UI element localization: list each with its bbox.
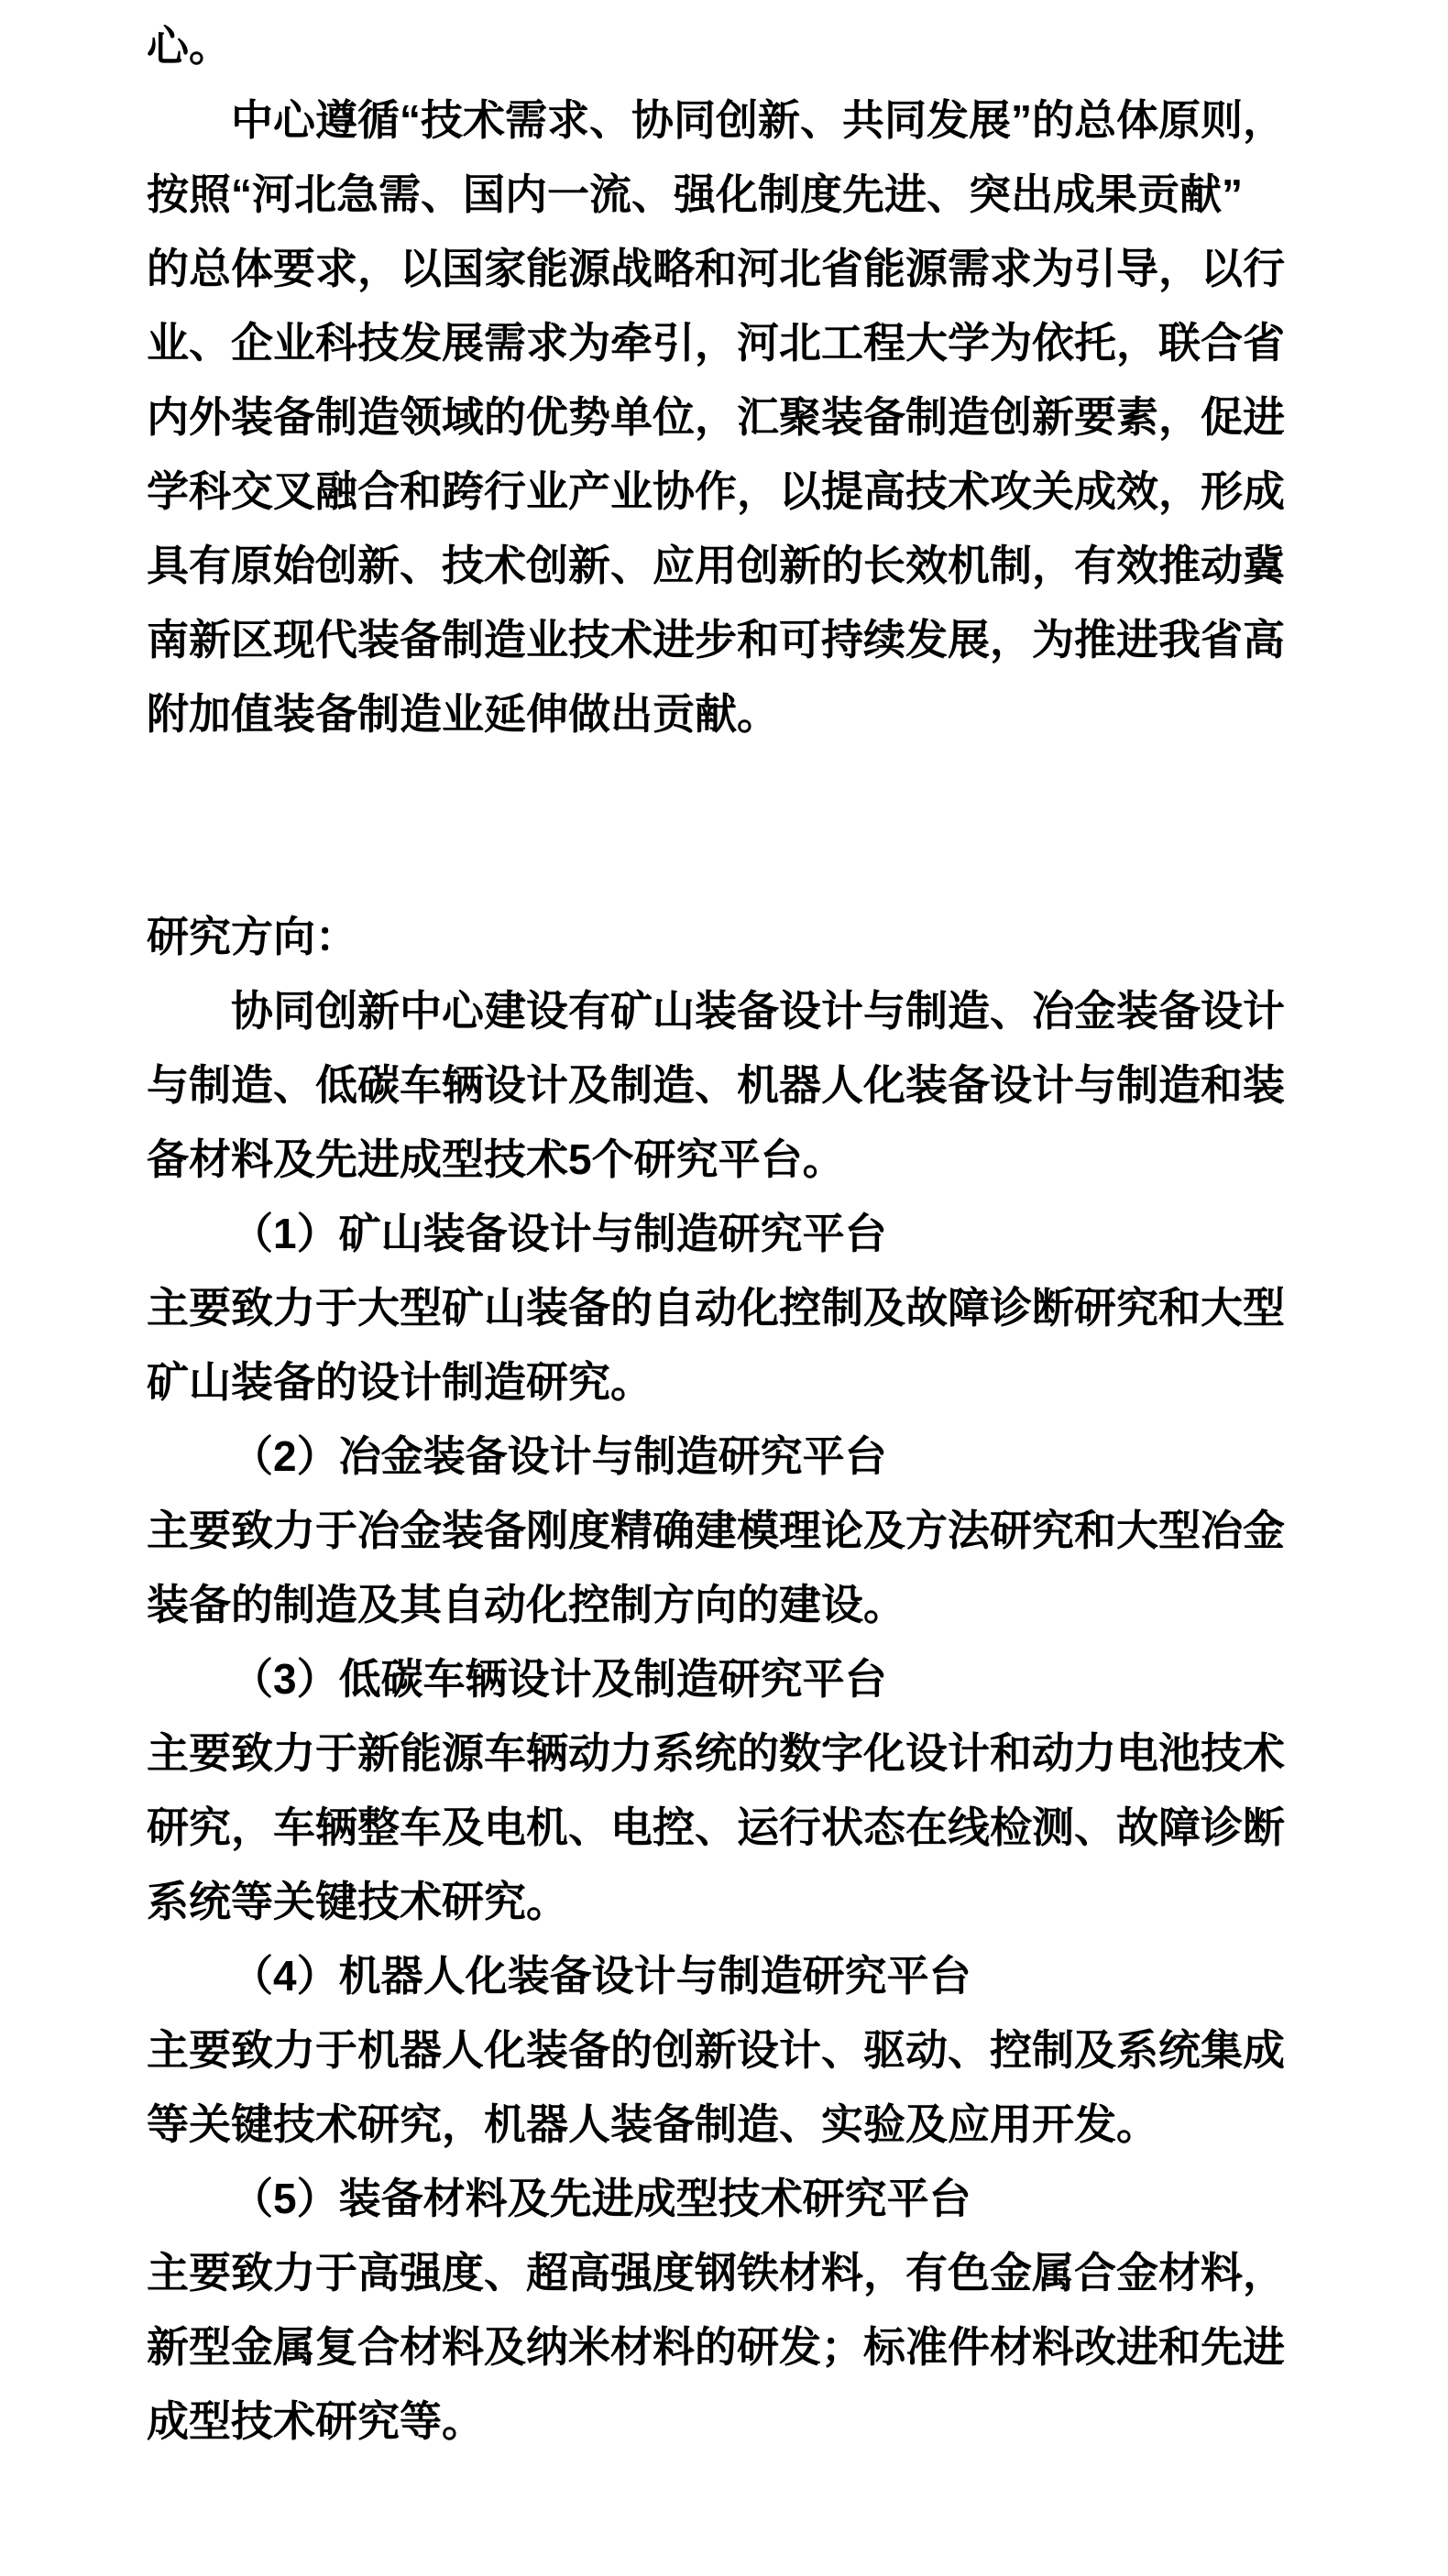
overview-line: 与制造、低碳车辆设计及制造、机器人化装备设计与制造和装	[147, 1061, 1285, 1109]
platform-3-title: （3）低碳车辆设计及制造研究平台	[231, 1655, 887, 1703]
intro-line: 按照“河北急需、国内一流、强化制度先进、突出成果贡献”	[147, 170, 1243, 218]
platform-2-description-line: 装备的制造及其自动化控制方向的建设。	[147, 1581, 905, 1628]
platform-1-description-line: 矿山装备的设计制造研究。	[147, 1358, 653, 1406]
platform-5-description-line: 新型金属复合材料及纳米材料的研发；标准件材料改进和先进	[147, 2323, 1285, 2371]
intro-line: 的总体要求，以国家能源战略和河北省能源需求为引导，以行	[147, 245, 1285, 292]
platform-2-title: （2）冶金装备设计与制造研究平台	[231, 1432, 887, 1480]
platform-5-description-line: 成型技术研究等。	[147, 2397, 484, 2445]
intro-line: 具有原始创新、技术创新、应用创新的长效机制，有效推动冀	[147, 542, 1285, 589]
intro-line: 南新区现代装备制造业技术进步和可持续发展，为推进我省高	[147, 616, 1285, 663]
overview-line: 协同创新中心建设有矿山装备设计与制造、冶金装备设计	[231, 987, 1285, 1035]
intro-line: 业、企业科技发展需求为牵引，河北工程大学为依托，联合省	[147, 319, 1285, 367]
intro-line: 学科交叉融合和跨行业产业协作，以提高技术攻关成效，形成	[147, 467, 1285, 515]
platform-4-description-line: 主要致力于机器人化装备的创新设计、驱动、控制及系统集成	[147, 2026, 1285, 2074]
platform-1-title: （1）矿山装备设计与制造研究平台	[231, 1210, 887, 1257]
paragraph-tail-line: 心。	[147, 22, 231, 70]
platform-5-title: （5）装备材料及先进成型技术研究平台	[231, 2175, 971, 2222]
platform-5-description-line: 主要致力于高强度、超高强度钢铁材料，有色金属合金材料，	[147, 2249, 1285, 2296]
platform-2-description-line: 主要致力于冶金装备刚度精确建模理论及方法研究和大型冶金	[147, 1507, 1285, 1554]
section-heading: 研究方向：	[147, 913, 357, 960]
intro-line: 附加值装备制造业延伸做出贡献。	[147, 690, 779, 738]
intro-line: 中心遵循“技术需求、协同创新、共同发展”的总体原则，	[231, 96, 1285, 144]
platform-3-description-line: 系统等关键技术研究。	[147, 1878, 568, 1925]
intro-line: 内外装备制造领域的优势单位，汇聚装备制造创新要素，促进	[147, 393, 1285, 441]
platform-3-description-line: 研究，车辆整车及电机、电控、运行状态在线检测、故障诊断	[147, 1803, 1285, 1851]
platform-1-description-line: 主要致力于大型矿山装备的自动化控制及故障诊断研究和大型	[147, 1284, 1285, 1332]
platform-3-description-line: 主要致力于新能源车辆动力系统的数字化设计和动力电池技术	[147, 1729, 1285, 1777]
platform-4-description-line: 等关键技术研究，机器人装备制造、实验及应用开发。	[147, 2100, 1158, 2148]
overview-line: 备材料及先进成型技术5个研究平台。	[147, 1135, 845, 1183]
paragraph-gap	[147, 751, 1301, 900]
platform-4-title: （4）机器人化装备设计与制造研究平台	[231, 1952, 971, 2000]
